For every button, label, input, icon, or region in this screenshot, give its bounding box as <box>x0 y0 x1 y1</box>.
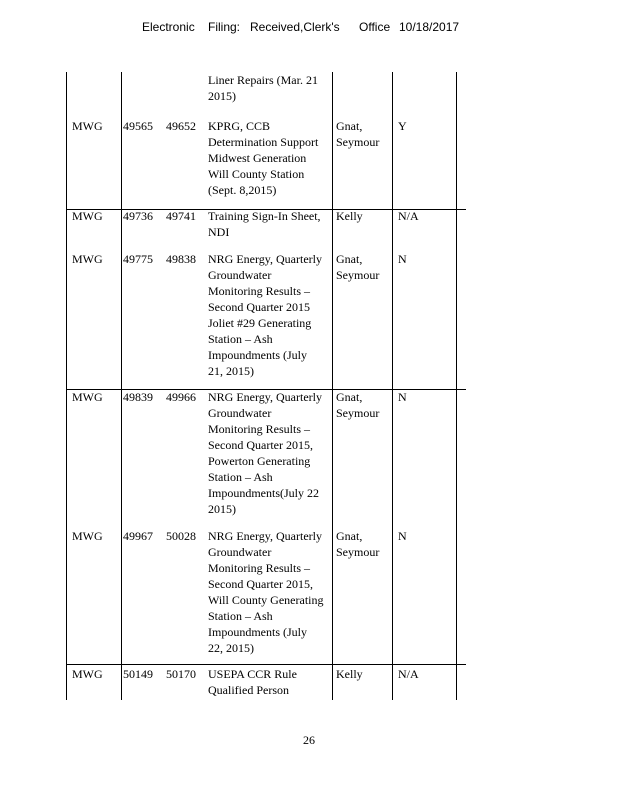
cell-end-bates: 49838 <box>166 252 196 266</box>
header-electronic: Electronic <box>142 20 195 34</box>
column-divider <box>456 72 457 700</box>
cell-witness: Kelly <box>336 667 363 681</box>
header-date: 10/18/2017 <box>399 20 460 34</box>
cell-begin-bates: 50149 <box>123 667 153 681</box>
cell-description: Liner Repairs (Mar. 21 2015) <box>208 73 318 103</box>
cell-description: NRG Energy, Quarterly Groundwater Monitoring Results – Second Quarter 2015, Will County Generating Station – Ash Impoundments (July 22, 2015) <box>208 529 324 655</box>
cell-begin-bates: 49839 <box>123 390 153 404</box>
header-office: Office <box>359 20 391 34</box>
cell-witness: Gnat, Seymour <box>336 529 380 559</box>
cell-confidential: N <box>398 390 407 404</box>
cell-confidential: Y <box>398 119 407 133</box>
row-divider <box>66 664 466 665</box>
column-divider <box>121 72 122 700</box>
cell-end-bates: 50028 <box>166 529 196 543</box>
cell-begin-bates: 49565 <box>123 119 153 133</box>
cell-confidential: N <box>398 252 407 266</box>
page-number: 26 <box>303 733 315 747</box>
cell-confidential: N <box>398 529 407 543</box>
cell-party: MWG <box>72 119 103 133</box>
cell-party: MWG <box>72 667 103 681</box>
cell-confidential: N/A <box>398 667 419 681</box>
cell-witness: Gnat, Seymour <box>336 119 380 149</box>
cell-party: MWG <box>72 209 103 223</box>
cell-witness: Kelly <box>336 209 363 223</box>
header-filing: Filing: <box>208 20 241 34</box>
cell-witness: Gnat, Seymour <box>336 252 380 282</box>
cell-confidential: N/A <box>398 209 419 223</box>
cell-begin-bates: 49775 <box>123 252 153 266</box>
cell-end-bates: 50170 <box>166 667 196 681</box>
cell-witness: Gnat, Seymour <box>336 390 380 420</box>
document-table <box>66 72 466 700</box>
cell-description: KPRG, CCB Determination Support Midwest Generation Will County Station (Sept. 8,2015) <box>208 119 319 197</box>
filing-header <box>0 20 618 38</box>
cell-description: NRG Energy, Quarterly Groundwater Monitoring Results – Second Quarter 2015 Joliet #29 Generating Station – Ash Impoundments (July 21, 2015) <box>208 252 322 378</box>
cell-end-bates: 49966 <box>166 390 196 404</box>
cell-party: MWG <box>72 252 103 266</box>
cell-begin-bates: 49736 <box>123 209 153 223</box>
cell-party: MWG <box>72 390 103 404</box>
header-received-clerks: Received,Clerk's <box>250 20 340 34</box>
cell-end-bates: 49741 <box>166 209 196 223</box>
cell-end-bates: 49652 <box>166 119 196 133</box>
cell-description: USEPA CCR Rule Qualified Person <box>208 667 297 697</box>
cell-description: Training Sign-In Sheet, NDI <box>208 209 321 239</box>
column-divider <box>392 72 393 700</box>
column-divider <box>332 72 333 700</box>
cell-begin-bates: 49967 <box>123 529 153 543</box>
table-border <box>66 72 67 700</box>
cell-party: MWG <box>72 529 103 543</box>
cell-description: NRG Energy, Quarterly Groundwater Monitoring Results – Second Quarter 2015, Powerton Generating Station – Ash Impoundments(July 22 2015) <box>208 390 322 516</box>
